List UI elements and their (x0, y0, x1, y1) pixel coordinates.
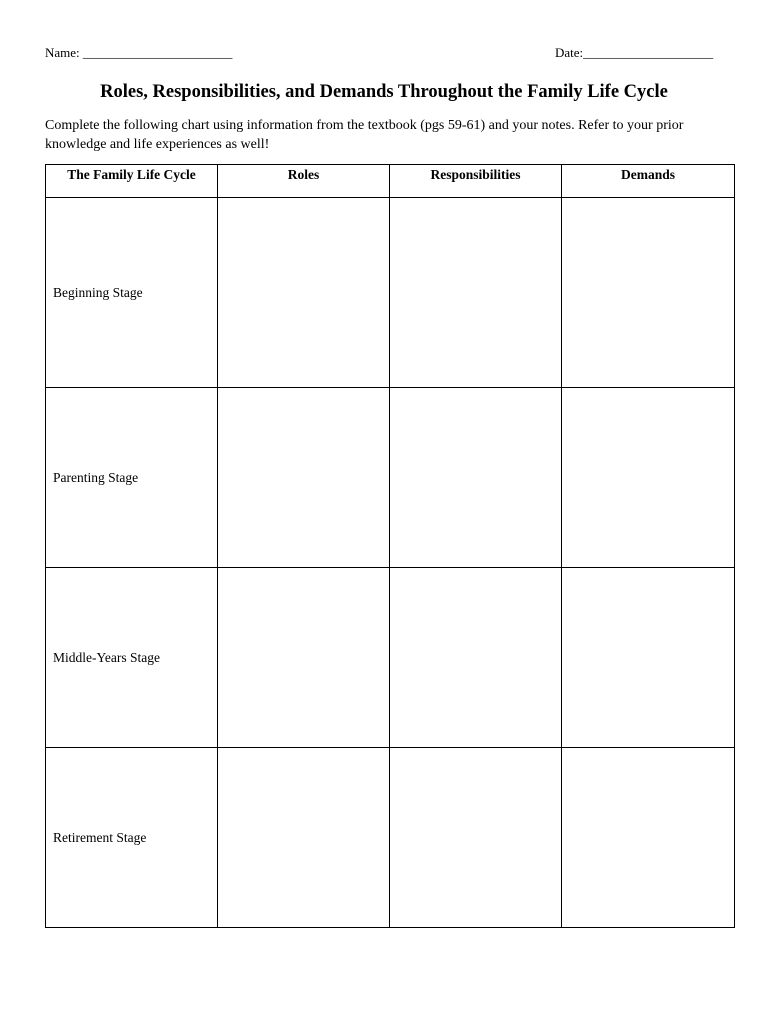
date-field-label: Date:____________________ (555, 45, 714, 60)
worksheet-title: Roles, Responsibilities, and Demands Throughout the Family Life Cycle (100, 82, 668, 102)
table-row (46, 388, 735, 568)
name-field-label: Name: _______________________ (45, 45, 233, 60)
roles-cell-middle-years[interactable] (218, 568, 390, 748)
column-header-family-life-cycle: The Family Life Cycle (46, 165, 218, 198)
roles-cell-beginning[interactable] (218, 198, 390, 388)
table-row (46, 748, 735, 928)
responsibilities-cell-beginning[interactable] (390, 198, 562, 388)
responsibilities-cell-retirement[interactable] (390, 748, 562, 928)
table-row (46, 568, 735, 748)
demands-cell-retirement[interactable] (562, 748, 735, 928)
stage-label-middle-years: Middle-Years Stage (46, 568, 218, 748)
demands-cell-parenting[interactable] (562, 388, 735, 568)
column-header-responsibilities: Responsibilities (390, 165, 562, 198)
responsibilities-cell-parenting[interactable] (390, 388, 562, 568)
roles-cell-retirement[interactable] (218, 748, 390, 928)
column-header-demands: Demands (562, 165, 735, 198)
demands-cell-beginning[interactable] (562, 198, 735, 388)
stage-label-beginning: Beginning Stage (46, 198, 218, 388)
roles-cell-parenting[interactable] (218, 388, 390, 568)
table-row (46, 198, 735, 388)
stage-label-parenting: Parenting Stage (46, 388, 218, 568)
stage-label-retirement: Retirement Stage (46, 748, 218, 928)
responsibilities-cell-middle-years[interactable] (390, 568, 562, 748)
demands-cell-middle-years[interactable] (562, 568, 735, 748)
column-header-roles: Roles (218, 165, 390, 198)
instructions-text: Complete the following chart using information from the textbook (pgs 59-61) and your notes. Refer to your prior knowledge and life experiences as well! (45, 118, 684, 152)
table-header-row (46, 165, 735, 198)
life-cycle-chart (45, 164, 735, 928)
